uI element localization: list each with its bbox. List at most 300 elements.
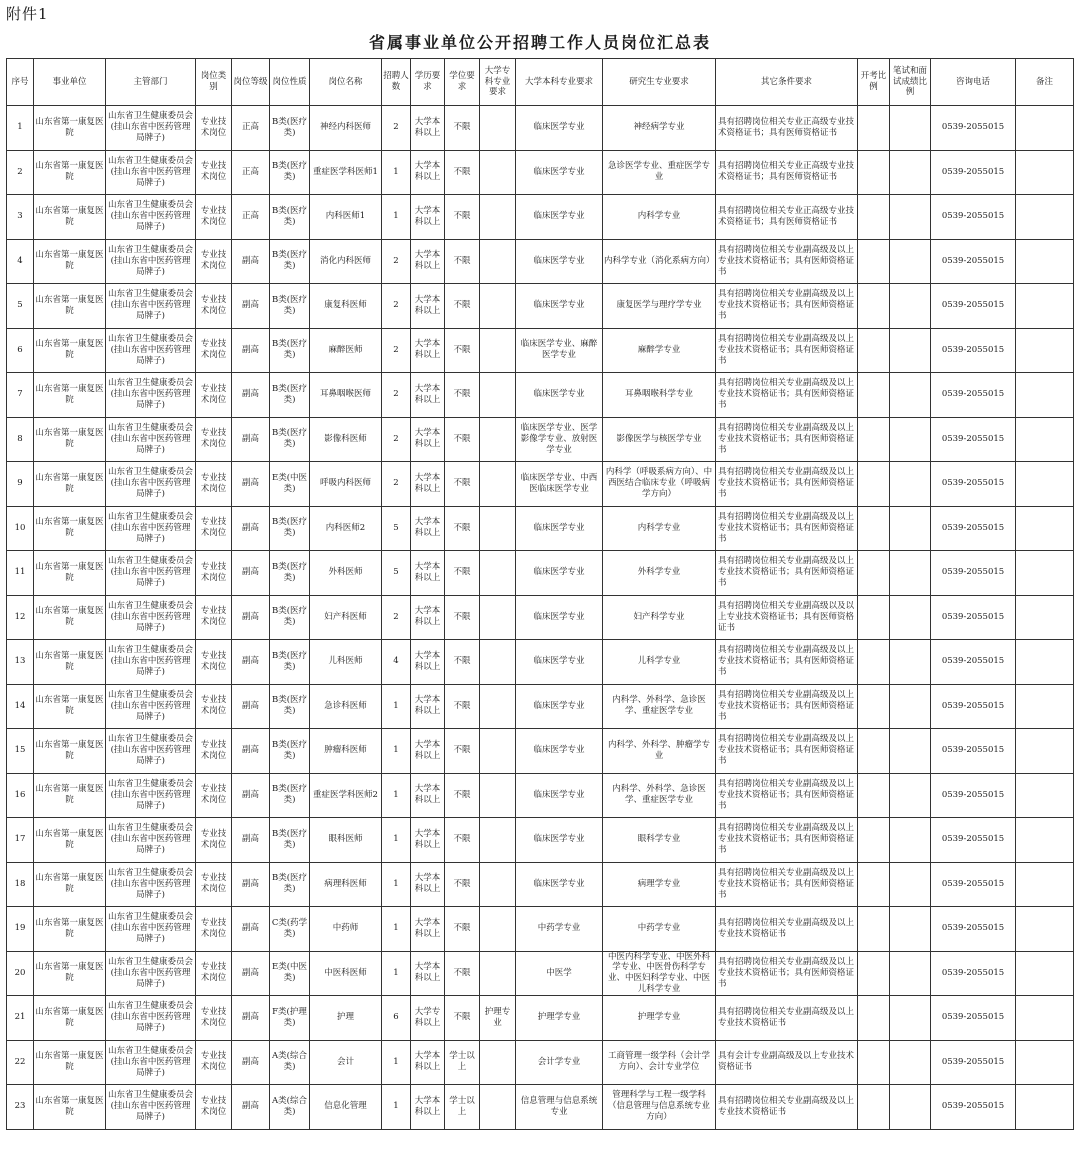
row-number: 19	[7, 907, 34, 952]
education-cell: 大学本科以上	[411, 284, 445, 329]
post-name-cell: 重症医学科医师2	[310, 773, 382, 818]
table-row	[7, 462, 1074, 507]
post-category-cell: 专业技术岗位	[196, 417, 232, 462]
exam-ratio-cell	[858, 907, 890, 952]
degree-cell: 不限	[445, 417, 480, 462]
table-row	[7, 862, 1074, 907]
degree-cell: 不限	[445, 818, 480, 863]
institution-cell: 山东省第一康复医院	[34, 773, 106, 818]
post-nature-cell: B类(医疗类)	[270, 239, 310, 284]
remarks-cell	[1016, 951, 1074, 996]
phone-cell: 0539-2055015	[931, 373, 1016, 418]
post-level-cell: 副高	[232, 729, 270, 774]
score-ratio-cell	[890, 818, 931, 863]
post-name-cell: 信息化管理	[310, 1085, 382, 1130]
remarks-cell	[1016, 862, 1074, 907]
post-nature-cell: B类(医疗类)	[270, 195, 310, 240]
post-level-cell: 副高	[232, 1040, 270, 1085]
post-nature-cell: B类(医疗类)	[270, 684, 310, 729]
exam-ratio-cell	[858, 1040, 890, 1085]
institution-cell: 山东省第一康复医院	[34, 1085, 106, 1130]
phone-cell: 0539-2055015	[931, 462, 1016, 507]
table-row	[7, 328, 1074, 373]
other-requirements-cell: 具有招聘岗位相关专业正高级专业技术资格证书；具有医师资格证书	[716, 106, 858, 151]
education-cell: 大学本科以上	[411, 684, 445, 729]
column-header: 研究生专业要求	[603, 59, 716, 106]
degree-cell: 不限	[445, 373, 480, 418]
headcount-cell: 6	[382, 996, 411, 1041]
college-major-cell	[480, 150, 516, 195]
score-ratio-cell	[890, 1085, 931, 1130]
remarks-cell	[1016, 595, 1074, 640]
institution-cell: 山东省第一康复医院	[34, 1040, 106, 1085]
column-header: 其它条件要求	[716, 59, 858, 106]
post-category-cell: 专业技术岗位	[196, 195, 232, 240]
table-row	[7, 729, 1074, 774]
table-row	[7, 551, 1074, 596]
document-title: 省属事业单位公开招聘工作人员岗位汇总表	[368, 33, 711, 52]
post-category-cell: 专业技术岗位	[196, 684, 232, 729]
degree-cell: 学士以上	[445, 1085, 480, 1130]
row-number: 6	[7, 328, 34, 373]
phone-cell: 0539-2055015	[931, 417, 1016, 462]
post-name-cell: 影像科医师	[310, 417, 382, 462]
graduate-major-cell: 内科学、外科学、肿瘤学专业	[603, 729, 716, 774]
post-level-cell: 副高	[232, 417, 270, 462]
post-level-cell: 副高	[232, 284, 270, 329]
graduate-major-cell: 儿科学专业	[603, 640, 716, 685]
post-name-cell: 中药师	[310, 907, 382, 952]
post-category-cell: 专业技术岗位	[196, 729, 232, 774]
bachelor-major-cell: 临床医学专业	[516, 595, 603, 640]
college-major-cell	[480, 106, 516, 151]
row-number: 7	[7, 373, 34, 418]
bachelor-major-cell: 信息管理与信息系统专业	[516, 1085, 603, 1130]
education-cell: 大学本科以上	[411, 150, 445, 195]
institution-cell: 山东省第一康复医院	[34, 417, 106, 462]
post-level-cell: 副高	[232, 818, 270, 863]
post-nature-cell: A类(综合类)	[270, 1040, 310, 1085]
bachelor-major-cell: 临床医学专业	[516, 373, 603, 418]
bachelor-major-cell: 临床医学专业	[516, 729, 603, 774]
row-number: 8	[7, 417, 34, 462]
score-ratio-cell	[890, 729, 931, 774]
table-row	[7, 818, 1074, 863]
post-nature-cell: B类(医疗类)	[270, 417, 310, 462]
exam-ratio-cell	[858, 239, 890, 284]
bachelor-major-cell: 临床医学专业	[516, 862, 603, 907]
post-level-cell: 副高	[232, 373, 270, 418]
score-ratio-cell	[890, 239, 931, 284]
bachelor-major-cell: 临床医学专业、医学影像学专业、放射医学专业	[516, 417, 603, 462]
remarks-cell	[1016, 106, 1074, 151]
remarks-cell	[1016, 684, 1074, 729]
remarks-cell	[1016, 462, 1074, 507]
exam-ratio-cell	[858, 1085, 890, 1130]
degree-cell: 不限	[445, 773, 480, 818]
score-ratio-cell	[890, 551, 931, 596]
row-number: 3	[7, 195, 34, 240]
exam-ratio-cell	[858, 729, 890, 774]
post-category-cell: 专业技术岗位	[196, 284, 232, 329]
headcount-cell: 1	[382, 818, 411, 863]
phone-cell: 0539-2055015	[931, 328, 1016, 373]
post-nature-cell: B类(医疗类)	[270, 328, 310, 373]
remarks-cell	[1016, 907, 1074, 952]
other-requirements-cell: 具有招聘岗位相关专业副高级及以上专业技术资格证书；具有医师资格证书	[716, 284, 858, 329]
post-name-cell: 会计	[310, 1040, 382, 1085]
post-category-cell: 专业技术岗位	[196, 951, 232, 996]
row-number: 20	[7, 951, 34, 996]
education-cell: 大学本科以上	[411, 595, 445, 640]
post-nature-cell: E类(中医类)	[270, 951, 310, 996]
column-header: 备注	[1016, 59, 1074, 106]
bachelor-major-cell: 临床医学专业	[516, 284, 603, 329]
headcount-cell: 5	[382, 551, 411, 596]
row-number: 1	[7, 106, 34, 151]
other-requirements-cell: 具有招聘岗位相关专业副高级及以上专业技术资格证书；具有医师资格证书	[716, 373, 858, 418]
graduate-major-cell: 管理科学与工程一级学科（信息管理与信息系统专业方向）	[603, 1085, 716, 1130]
post-name-cell: 消化内科医师	[310, 239, 382, 284]
column-header: 招聘人数	[382, 59, 411, 106]
exam-ratio-cell	[858, 862, 890, 907]
exam-ratio-cell	[858, 106, 890, 151]
other-requirements-cell: 具有招聘岗位相关专业副高级及以上专业技术资格证书	[716, 907, 858, 952]
table-row	[7, 907, 1074, 952]
headcount-cell: 1	[382, 862, 411, 907]
table-row	[7, 417, 1074, 462]
post-level-cell: 副高	[232, 462, 270, 507]
phone-cell: 0539-2055015	[931, 284, 1016, 329]
score-ratio-cell	[890, 595, 931, 640]
department-cell: 山东省卫生健康委员会(挂山东省中医药管理局牌子)	[106, 862, 196, 907]
department-cell: 山东省卫生健康委员会(挂山东省中医药管理局牌子)	[106, 1040, 196, 1085]
post-nature-cell: B类(医疗类)	[270, 506, 310, 551]
institution-cell: 山东省第一康复医院	[34, 150, 106, 195]
degree-cell: 不限	[445, 640, 480, 685]
education-cell: 大学本科以上	[411, 862, 445, 907]
post-category-cell: 专业技术岗位	[196, 862, 232, 907]
post-category-cell: 专业技术岗位	[196, 239, 232, 284]
post-nature-cell: B类(医疗类)	[270, 729, 310, 774]
graduate-major-cell: 病理学专业	[603, 862, 716, 907]
education-cell: 大学专科以上	[411, 996, 445, 1041]
post-nature-cell: E类(中医类)	[270, 462, 310, 507]
institution-cell: 山东省第一康复医院	[34, 684, 106, 729]
graduate-major-cell: 急诊医学专业、重症医学专业	[603, 150, 716, 195]
post-nature-cell: B类(医疗类)	[270, 640, 310, 685]
post-category-cell: 专业技术岗位	[196, 551, 232, 596]
post-level-cell: 副高	[232, 773, 270, 818]
post-name-cell: 内科医师1	[310, 195, 382, 240]
education-cell: 大学本科以上	[411, 106, 445, 151]
department-cell: 山东省卫生健康委员会(挂山东省中医药管理局牌子)	[106, 373, 196, 418]
table-row	[7, 373, 1074, 418]
other-requirements-cell: 具有招聘岗位相关专业副高级及以上专业技术资格证书；具有医师资格证书	[716, 684, 858, 729]
row-number: 17	[7, 818, 34, 863]
institution-cell: 山东省第一康复医院	[34, 239, 106, 284]
remarks-cell	[1016, 1085, 1074, 1130]
other-requirements-cell: 具有招聘岗位相关专业副高级及以上专业技术资格证书；具有医师资格证书	[716, 462, 858, 507]
phone-cell: 0539-2055015	[931, 684, 1016, 729]
degree-cell: 不限	[445, 284, 480, 329]
exam-ratio-cell	[858, 462, 890, 507]
row-number: 14	[7, 684, 34, 729]
positions-table	[6, 58, 1074, 1130]
remarks-cell	[1016, 195, 1074, 240]
education-cell: 大学本科以上	[411, 506, 445, 551]
post-nature-cell: B类(医疗类)	[270, 284, 310, 329]
post-name-cell: 妇产科医师	[310, 595, 382, 640]
column-header: 主管部门	[106, 59, 196, 106]
column-header: 岗位性质	[270, 59, 310, 106]
post-category-cell: 专业技术岗位	[196, 907, 232, 952]
table-row	[7, 150, 1074, 195]
institution-cell: 山东省第一康复医院	[34, 373, 106, 418]
post-level-cell: 副高	[232, 551, 270, 596]
college-major-cell	[480, 1040, 516, 1085]
post-level-cell: 副高	[232, 951, 270, 996]
department-cell: 山东省卫生健康委员会(挂山东省中医药管理局牌子)	[106, 773, 196, 818]
graduate-major-cell: 内科学专业	[603, 506, 716, 551]
bachelor-major-cell: 临床医学专业	[516, 239, 603, 284]
institution-cell: 山东省第一康复医院	[34, 106, 106, 151]
phone-cell: 0539-2055015	[931, 106, 1016, 151]
college-major-cell	[480, 462, 516, 507]
graduate-major-cell: 麻醉学专业	[603, 328, 716, 373]
post-level-cell: 正高	[232, 150, 270, 195]
education-cell: 大学本科以上	[411, 729, 445, 774]
bachelor-major-cell: 临床医学专业	[516, 640, 603, 685]
college-major-cell	[480, 328, 516, 373]
bachelor-major-cell: 临床医学专业	[516, 150, 603, 195]
other-requirements-cell: 具有招聘岗位相关专业副高级及以上专业技术资格证书；具有医师资格证书	[716, 328, 858, 373]
other-requirements-cell: 具有招聘岗位相关专业副高级及以上专业技术资格证书；具有医师资格证书	[716, 239, 858, 284]
post-nature-cell: F类(护理类)	[270, 996, 310, 1041]
post-category-cell: 专业技术岗位	[196, 773, 232, 818]
post-name-cell: 康复科医师	[310, 284, 382, 329]
institution-cell: 山东省第一康复医院	[34, 551, 106, 596]
graduate-major-cell: 耳鼻咽喉科学专业	[603, 373, 716, 418]
graduate-major-cell: 影像医学与核医学专业	[603, 417, 716, 462]
degree-cell: 不限	[445, 195, 480, 240]
post-category-cell: 专业技术岗位	[196, 150, 232, 195]
remarks-cell	[1016, 773, 1074, 818]
education-cell: 大学本科以上	[411, 951, 445, 996]
column-header: 岗位类别	[196, 59, 232, 106]
degree-cell: 不限	[445, 506, 480, 551]
row-number: 4	[7, 239, 34, 284]
department-cell: 山东省卫生健康委员会(挂山东省中医药管理局牌子)	[106, 106, 196, 151]
graduate-major-cell: 中医内科学专业、中医外科学专业、中医骨伤科学专业、中医妇科学专业、中医儿科学专业	[603, 951, 716, 996]
graduate-major-cell: 妇产科学专业	[603, 595, 716, 640]
degree-cell: 不限	[445, 106, 480, 151]
table-row	[7, 195, 1074, 240]
bachelor-major-cell: 临床医学专业	[516, 106, 603, 151]
post-category-cell: 专业技术岗位	[196, 328, 232, 373]
post-name-cell: 急诊科医师	[310, 684, 382, 729]
row-number: 21	[7, 996, 34, 1041]
other-requirements-cell: 具有招聘岗位相关专业副高级及以上专业技术资格证书；具有医师资格证书	[716, 417, 858, 462]
graduate-major-cell: 神经病学专业	[603, 106, 716, 151]
institution-cell: 山东省第一康复医院	[34, 506, 106, 551]
table-row	[7, 684, 1074, 729]
education-cell: 大学本科以上	[411, 373, 445, 418]
department-cell: 山东省卫生健康委员会(挂山东省中医药管理局牌子)	[106, 684, 196, 729]
row-number: 23	[7, 1085, 34, 1130]
remarks-cell	[1016, 506, 1074, 551]
row-number: 22	[7, 1040, 34, 1085]
college-major-cell	[480, 417, 516, 462]
department-cell: 山东省卫生健康委员会(挂山东省中医药管理局牌子)	[106, 1085, 196, 1130]
institution-cell: 山东省第一康复医院	[34, 818, 106, 863]
score-ratio-cell	[890, 328, 931, 373]
exam-ratio-cell	[858, 195, 890, 240]
education-cell: 大学本科以上	[411, 1085, 445, 1130]
post-category-cell: 专业技术岗位	[196, 462, 232, 507]
college-major-cell	[480, 1085, 516, 1130]
remarks-cell	[1016, 239, 1074, 284]
bachelor-major-cell: 临床医学专业	[516, 773, 603, 818]
score-ratio-cell	[890, 684, 931, 729]
score-ratio-cell	[890, 1040, 931, 1085]
other-requirements-cell: 具有招聘岗位相关专业副高级及以上专业技术资格证书；具有医师资格证书	[716, 862, 858, 907]
remarks-cell	[1016, 996, 1074, 1041]
other-requirements-cell: 具有招聘岗位相关专业副高级及以上专业技术资格证书；具有医师资格证书	[716, 951, 858, 996]
post-level-cell: 副高	[232, 328, 270, 373]
department-cell: 山东省卫生健康委员会(挂山东省中医药管理局牌子)	[106, 996, 196, 1041]
headcount-cell: 1	[382, 729, 411, 774]
post-nature-cell: B类(医疗类)	[270, 106, 310, 151]
table-row	[7, 773, 1074, 818]
education-cell: 大学本科以上	[411, 462, 445, 507]
post-nature-cell: B类(医疗类)	[270, 595, 310, 640]
bachelor-major-cell: 临床医学专业	[516, 506, 603, 551]
score-ratio-cell	[890, 373, 931, 418]
score-ratio-cell	[890, 907, 931, 952]
exam-ratio-cell	[858, 640, 890, 685]
phone-cell: 0539-2055015	[931, 150, 1016, 195]
post-level-cell: 副高	[232, 996, 270, 1041]
headcount-cell: 1	[382, 1085, 411, 1130]
graduate-major-cell: 康复医学与理疗学专业	[603, 284, 716, 329]
post-name-cell: 内科医师2	[310, 506, 382, 551]
institution-cell: 山东省第一康复医院	[34, 195, 106, 240]
institution-cell: 山东省第一康复医院	[34, 862, 106, 907]
score-ratio-cell	[890, 195, 931, 240]
column-header: 序号	[7, 59, 34, 106]
headcount-cell: 2	[382, 284, 411, 329]
other-requirements-cell: 具有招聘岗位相关专业副高级及以上专业技术资格证书；具有医师资格证书	[716, 640, 858, 685]
score-ratio-cell	[890, 506, 931, 551]
other-requirements-cell: 具有会计专业副高级及以上专业技术资格证书	[716, 1040, 858, 1085]
post-level-cell: 副高	[232, 595, 270, 640]
degree-cell: 不限	[445, 862, 480, 907]
phone-cell: 0539-2055015	[931, 729, 1016, 774]
exam-ratio-cell	[858, 150, 890, 195]
exam-ratio-cell	[858, 818, 890, 863]
post-name-cell: 护理	[310, 996, 382, 1041]
graduate-major-cell: 外科学专业	[603, 551, 716, 596]
institution-cell: 山东省第一康复医院	[34, 595, 106, 640]
education-cell: 大学本科以上	[411, 239, 445, 284]
headcount-cell: 4	[382, 640, 411, 685]
column-header: 咨询电话	[931, 59, 1016, 106]
department-cell: 山东省卫生健康委员会(挂山东省中医药管理局牌子)	[106, 729, 196, 774]
post-level-cell: 副高	[232, 640, 270, 685]
exam-ratio-cell	[858, 506, 890, 551]
row-number: 2	[7, 150, 34, 195]
college-major-cell	[480, 818, 516, 863]
department-cell: 山东省卫生健康委员会(挂山东省中医药管理局牌子)	[106, 462, 196, 507]
remarks-cell	[1016, 284, 1074, 329]
headcount-cell: 2	[382, 106, 411, 151]
column-header: 事业单位	[34, 59, 106, 106]
score-ratio-cell	[890, 417, 931, 462]
education-cell: 大学本科以上	[411, 907, 445, 952]
post-category-cell: 专业技术岗位	[196, 996, 232, 1041]
graduate-major-cell: 工商管理一级学科（会计学方向）、会计专业学位	[603, 1040, 716, 1085]
score-ratio-cell	[890, 996, 931, 1041]
exam-ratio-cell	[858, 773, 890, 818]
bachelor-major-cell: 中药学专业	[516, 907, 603, 952]
education-cell: 大学本科以上	[411, 773, 445, 818]
post-name-cell: 儿科医师	[310, 640, 382, 685]
score-ratio-cell	[890, 862, 931, 907]
department-cell: 山东省卫生健康委员会(挂山东省中医药管理局牌子)	[106, 239, 196, 284]
remarks-cell	[1016, 417, 1074, 462]
phone-cell: 0539-2055015	[931, 1040, 1016, 1085]
post-nature-cell: B类(医疗类)	[270, 150, 310, 195]
post-category-cell: 专业技术岗位	[196, 106, 232, 151]
post-level-cell: 副高	[232, 862, 270, 907]
college-major-cell	[480, 951, 516, 996]
college-major-cell	[480, 773, 516, 818]
post-category-cell: 专业技术岗位	[196, 373, 232, 418]
college-major-cell	[480, 195, 516, 240]
column-header: 大学专科专业要求	[480, 59, 516, 106]
post-name-cell: 呼吸内科医师	[310, 462, 382, 507]
remarks-cell	[1016, 150, 1074, 195]
post-level-cell: 正高	[232, 195, 270, 240]
degree-cell: 不限	[445, 551, 480, 596]
exam-ratio-cell	[858, 417, 890, 462]
headcount-cell: 2	[382, 328, 411, 373]
department-cell: 山东省卫生健康委员会(挂山东省中医药管理局牌子)	[106, 640, 196, 685]
headcount-cell: 1	[382, 195, 411, 240]
row-number: 10	[7, 506, 34, 551]
table-row	[7, 640, 1074, 685]
education-cell: 大学本科以上	[411, 328, 445, 373]
phone-cell: 0539-2055015	[931, 506, 1016, 551]
post-name-cell: 肿瘤科医师	[310, 729, 382, 774]
headcount-cell: 2	[382, 462, 411, 507]
post-category-cell: 专业技术岗位	[196, 506, 232, 551]
score-ratio-cell	[890, 951, 931, 996]
exam-ratio-cell	[858, 284, 890, 329]
bachelor-major-cell: 会计学专业	[516, 1040, 603, 1085]
score-ratio-cell	[890, 640, 931, 685]
department-cell: 山东省卫生健康委员会(挂山东省中医药管理局牌子)	[106, 951, 196, 996]
college-major-cell	[480, 506, 516, 551]
other-requirements-cell: 具有招聘岗位相关专业副高级及以上专业技术资格证书；具有医师资格证书	[716, 506, 858, 551]
education-cell: 大学本科以上	[411, 640, 445, 685]
department-cell: 山东省卫生健康委员会(挂山东省中医药管理局牌子)	[106, 150, 196, 195]
phone-cell: 0539-2055015	[931, 239, 1016, 284]
phone-cell: 0539-2055015	[931, 818, 1016, 863]
headcount-cell: 2	[382, 239, 411, 284]
institution-cell: 山东省第一康复医院	[34, 462, 106, 507]
